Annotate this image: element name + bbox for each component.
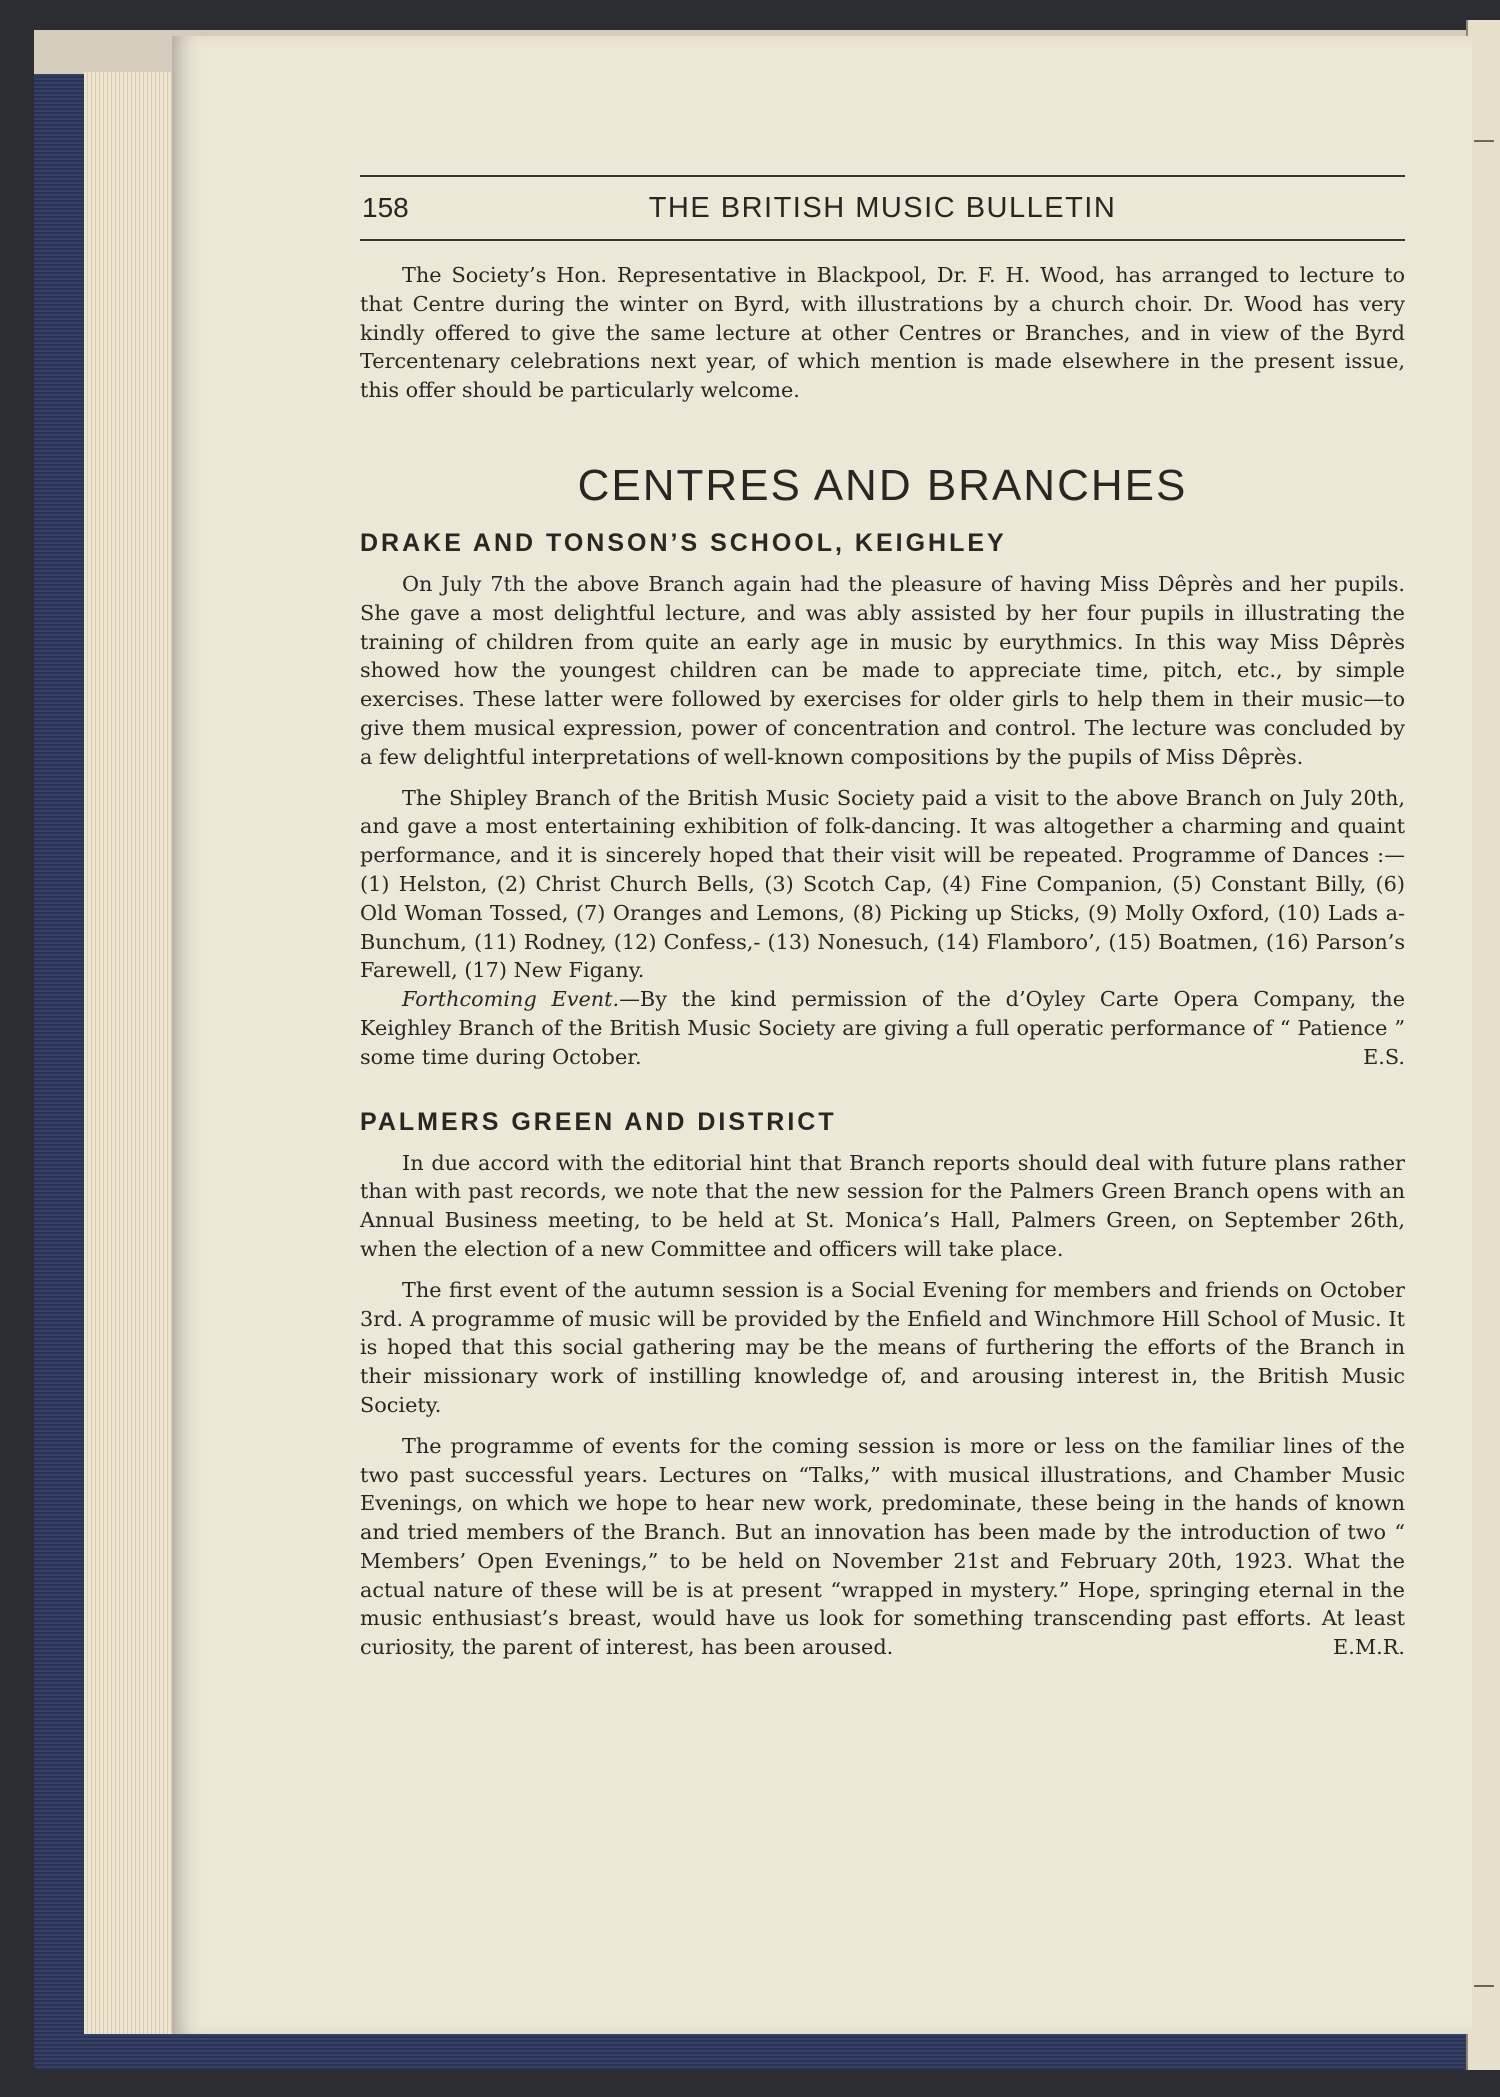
header-bottom-rule [360,239,1405,241]
keighley-paragraph-3 [360,985,1405,1071]
forthcoming-event-text: —By the kind permission of the d’Oyley Carte Opera Company, the Keighley Branch of the British Music Society are giving a full operatic performance of “ Patience ” some time during October. [360,987,1405,1069]
intro-paragraph: The Society’s Hon. Representative in Blackpool, Dr. F. H. Wood, has arranged to lecture to that Centre during the winter on Byrd, with illustrations by a church choir. Dr. Wood has very kindly offered to give the same lecture at other Centres or Branches, and in view of the Byrd Tercentenary celebrations next year, of which mention is made elsewhere in the present issue, this offer should be particularly welcome. [360,263,1405,403]
page-stack-edges [84,72,176,2034]
keighley-paragraph-2: The Shipley Branch of the British Music Society paid a visit to the above Branch on July 20th, and gave a most entertaining exhibition of folk-dancing. It was altogether a charming and quaint performance, and it is sincerely hoped that their visit will be repeated. Programme of Dances :—(1) Helston, (2) Christ Church Bells, (3) Scotch Cap, (4) Fine Companion, (5) Constant Billy, (6) Old Woman Tossed, (7) Oranges and Lemons, (8) Picking up Sticks, (9) Molly Oxford, (10) Lads a-Bunchum, (11) Rodney, (12) Confess,- (13) Nonesuch, (14) Flamboro’, (15) Boatmen, (16) Parson’s Farewell, (17) New Figany. [360,785,1405,983]
facing-page-mark [1474,140,1494,142]
page-number: 158 [362,192,409,223]
section-title: CENTRES AND BRANCHES [577,460,1188,510]
forthcoming-event-label: Forthcoming Event. [402,987,620,1012]
signature: E.S. [1363,1044,1405,1069]
running-header [360,177,1405,239]
signature: E.M.R. [1333,1635,1405,1660]
facing-page-mark [1474,1985,1494,1987]
palmers-paragraph-1: In due accord with the editorial hint that Branch reports should deal with future plans rather than with past records, we note that the new session for the Palmers Green Branch opens with an Annual Business meeting, to be held at St. Monica’s Hall, Palmers Green, on September 26th, when the election of a new Committee and officers will take place. [360,1150,1405,1261]
branch-heading-palmers-green: PALMERS GREEN AND DISTRICT [360,1107,837,1136]
running-title: THE BRITISH MUSIC BULLETIN [648,191,1117,224]
branch-heading-keighley: DRAKE AND TONSON’S SCHOOL, KEIGHLEY [360,528,1007,557]
palmers-paragraph-3 [360,1432,1405,1662]
page-content [360,175,1405,1662]
palmers-paragraph-3-text: The programme of events for the coming session is more or less on the familiar lines of the two past successful years. Lectures on “Talks,” with musical illustrations, and Chamber Music Evenings, on which we hope to hear new work, predominate, these being in the hands of known and tried members of the Branch. But an innovation has been made by the introduction of two “ Members’ Open Evenings,” to be held on November 21st and February 20th, 1923. What the actual nature of these will be is at present “wrapped in mystery.” Hope, springing eternal in the music enthusiast’s breast, would have us look for something transcending past efforts. At least curiosity, the parent of interest, has been aroused. [360,1433,1405,1660]
keighley-paragraph-1: On July 7th the above Branch again had the pleasure of having Miss Dêprès and her pupils. She gave a most delightful lecture, and was ably assisted by her four pupils in illustrating the training of children from quite an early age in music by eurythmics. In this way Miss Dêprès showed how the youngest children can be made to appreciate time, pitch, etc., by simple exercises. These latter were followed by exercises for older girls to help them in their music—to give them musical expression, power of concentration and control. The lecture was concluded by a few delightful interpretations of well-known compositions by the pupils of Miss Dêprès. [360,571,1405,769]
palmers-paragraph-2: The first event of the autumn session is a Social Evening for members and friends on October 3rd. A programme of music will be provided by the Enfield and Winchmore Hill School of Music. It is hoped that this social gathering may be the means of furthering the efforts of the Branch in their missionary work of instilling knowledge of, and arousing interest in, the British Music Society. [360,1277,1405,1417]
